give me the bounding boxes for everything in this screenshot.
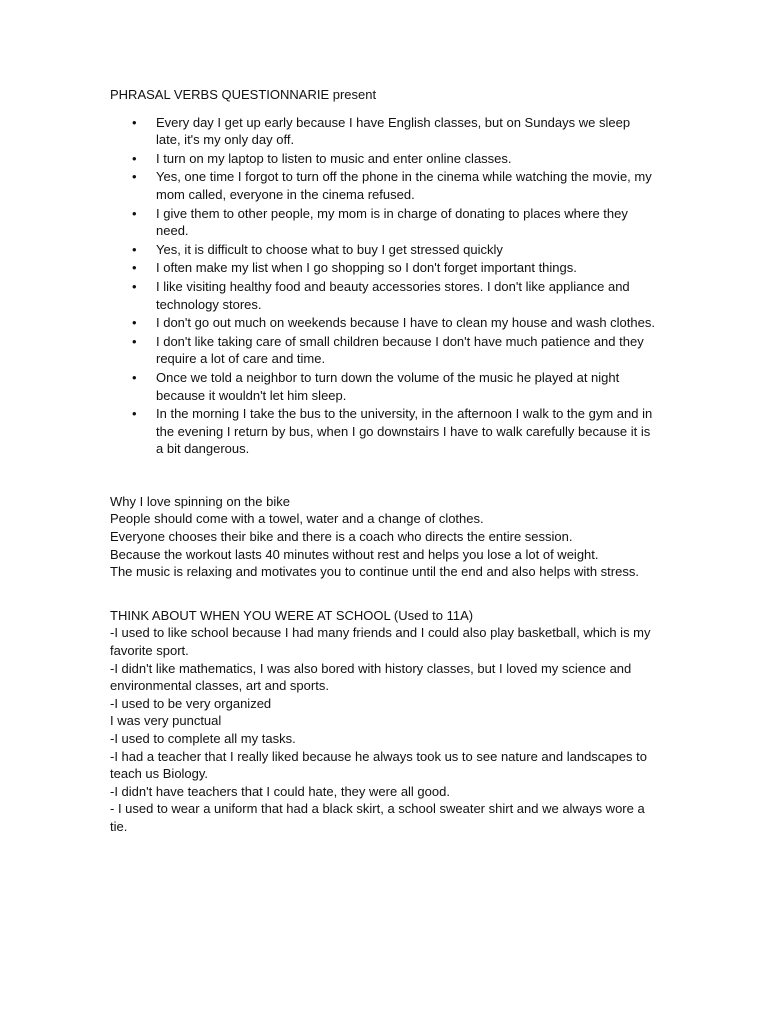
answer-text: In the morning I take the bus to the university, in the afternoon I walk to the gym and in the evening I return by bus, when I go downstairs I have to walk carefully because it is a bit dangerous. xyxy=(156,406,653,457)
list-item xyxy=(110,369,655,404)
list-item xyxy=(110,259,655,277)
answer-text: Every day I get up early because I have English classes, but on Sundays we sleep late, it's my only day off. xyxy=(156,114,631,148)
answer-text: I often make my list when I go shopping so I don't forget important things. xyxy=(156,260,577,276)
school-line: -I used to be very organized xyxy=(110,695,272,711)
document-page xyxy=(110,86,655,836)
school-section xyxy=(110,607,655,836)
answer-text: I turn on my laptop to listen to music and enter online classes. xyxy=(156,150,512,166)
bullet-icon: • xyxy=(132,260,137,276)
bullet-icon: • xyxy=(132,333,137,349)
list-item xyxy=(110,114,655,149)
bullet-icon: • xyxy=(132,278,137,294)
spinning-line: The music is relaxing and motivates you to continue until the end and also helps with stress. xyxy=(110,564,639,580)
questionnaire-title: PHRASAL VERBS QUESTIONNARIE present xyxy=(110,87,377,102)
school-line: - I used to wear a uniform that had a black skirt, a school sweater shirt and we always wore a tie. xyxy=(110,801,645,834)
school-line: -I used to complete all my tasks. xyxy=(110,731,296,746)
school-line: I was very punctual xyxy=(110,713,222,729)
school-line: -I didn't have teachers that I could hate, they were all good. xyxy=(110,783,450,799)
school-title: THINK ABOUT WHEN YOU WERE AT SCHOOL (Used to 11A) xyxy=(110,607,474,623)
school-line: -I had a teacher that I really liked because he always took us to see nature and landscapes to teach us Biology. xyxy=(110,748,647,782)
spinning-line: People should come with a towel, water and a change of clothes. xyxy=(110,511,484,527)
school-line: -I used to like school because I had many friends and I could also play basketball, which is my favorite sport. xyxy=(110,625,651,659)
spinning-section xyxy=(110,493,655,581)
answer-text: I don't go out much on weekends because I have to clean my house and wash clothes. xyxy=(156,315,655,331)
list-item xyxy=(110,241,655,259)
answer-list xyxy=(110,114,655,458)
bullet-icon: • xyxy=(132,169,137,185)
school-line: -I didn't like mathematics, I was also bored with history classes, but I loved my science and environmental classes, art and sports. xyxy=(110,660,632,694)
answer-text: Yes, it is difficult to choose what to buy I get stressed quickly xyxy=(156,241,503,257)
answer-text: Yes, one time I forgot to turn off the phone in the cinema while watching the movie, my mom called, everyone in the cinema refused. xyxy=(156,169,652,202)
list-item xyxy=(110,314,655,332)
bullet-icon: • xyxy=(132,114,137,130)
answer-text: I like visiting healthy food and beauty accessories stores. I don't like appliance and technology stores. xyxy=(156,278,630,312)
bullet-icon: • xyxy=(132,315,137,331)
bullet-icon: • xyxy=(132,205,137,221)
bullet-icon: • xyxy=(132,406,137,422)
list-item xyxy=(110,205,655,240)
list-item xyxy=(110,333,655,368)
answer-text: Once we told a neighbor to turn down the volume of the music he played at night because it wouldn't let him sleep. xyxy=(156,369,620,403)
spinning-line: Because the workout lasts 40 minutes without rest and helps you lose a lot of weight. xyxy=(110,546,599,562)
answer-text: I give them to other people, my mom is in charge of donating to places where they need. xyxy=(156,205,628,239)
bullet-icon: • xyxy=(132,241,137,257)
list-item xyxy=(110,405,655,458)
bullet-icon: • xyxy=(132,150,137,166)
spinning-line: Everyone chooses their bike and there is a coach who directs the entire session. xyxy=(110,529,573,545)
list-item xyxy=(110,278,655,313)
spinning-heading: Why I love spinning on the bike xyxy=(110,493,290,509)
list-item xyxy=(110,150,655,168)
bullet-icon: • xyxy=(132,369,137,385)
list-item xyxy=(110,168,655,203)
answer-text: I don't like taking care of small children because I don't have much patience and they require a lot of care and time. xyxy=(156,333,644,367)
